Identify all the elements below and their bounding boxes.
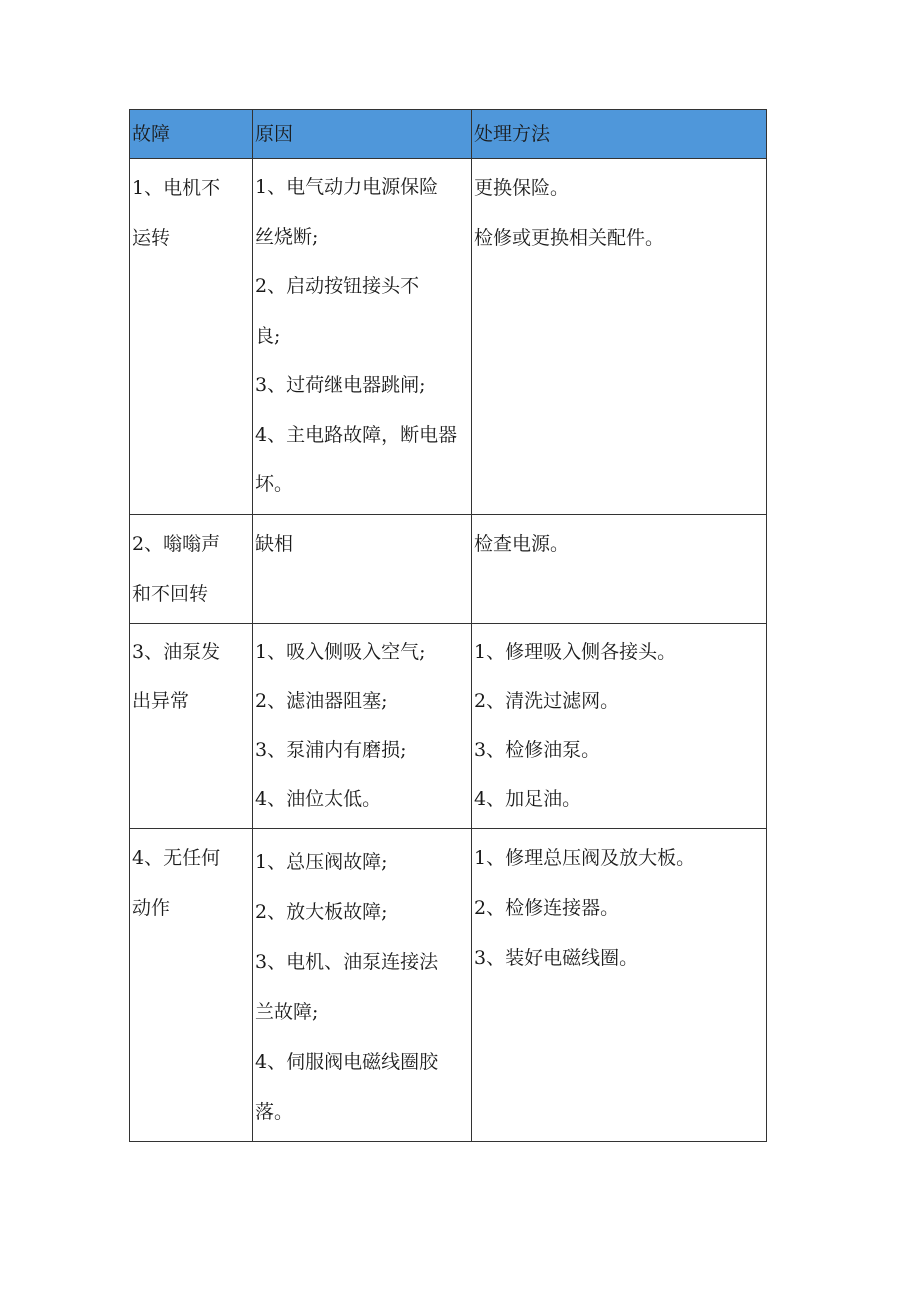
fault-text: 4、无任何 — [132, 846, 221, 869]
remedy-text: 3、检修油泵。 — [474, 738, 601, 761]
cause-cell — [253, 514, 472, 623]
fault-cell — [130, 159, 253, 515]
header-fault: 故障 — [130, 110, 253, 159]
remedy-text: 更换保险。 — [474, 177, 570, 199]
fault-cell — [130, 514, 253, 623]
remedy-text: 检修或更换相关配件。 — [474, 227, 665, 249]
cause-cell — [253, 828, 472, 1141]
cause-text: 3、电机、油泵连接法 — [255, 950, 439, 973]
cause-text: 坏。 — [255, 473, 294, 495]
remedy-text: 1、修理总压阀及放大板。 — [474, 846, 696, 869]
fault-text: 1、电机不 — [132, 177, 221, 199]
header-cause: 原因 — [253, 110, 472, 159]
remedy-cell — [472, 623, 767, 828]
remedy-text: 4、加足油。 — [474, 787, 582, 810]
table-header-row — [130, 110, 767, 159]
cause-text: 1、总压阀故障; — [255, 850, 388, 873]
cause-text: 缺相 — [255, 532, 294, 555]
cause-text: 2、滤油器阻塞; — [255, 689, 388, 712]
fault-text: 动作 — [132, 896, 171, 919]
header-remedy: 处理方法 — [472, 110, 767, 159]
remedy-text: 1、修理吸入侧各接头。 — [474, 640, 677, 663]
fault-text: 和不回转 — [132, 582, 209, 605]
fault-text: 运转 — [132, 227, 171, 249]
cause-text: 2、放大板故障; — [255, 900, 388, 923]
cause-text: 4、油位太低。 — [255, 787, 382, 810]
cause-text: 4、伺服阀电磁线圈胶 — [255, 1050, 439, 1073]
remedy-text: 2、清洗过滤网。 — [474, 689, 620, 712]
remedy-cell — [472, 514, 767, 623]
cause-text: 1、电气动力电源保险 — [255, 176, 439, 198]
remedy-cell — [472, 159, 767, 515]
cause-text: 丝烧断; — [255, 225, 319, 248]
remedy-text: 2、检修连接器。 — [474, 896, 620, 919]
fault-text: 出异常 — [132, 689, 190, 712]
remedy-text: 3、装好电磁线圈。 — [474, 946, 639, 969]
remedy-text: 检查电源。 — [474, 532, 570, 555]
cause-text: 3、泵浦内有磨损; — [255, 738, 407, 761]
fault-text: 2、嗡嗡声 — [132, 532, 221, 555]
table-row — [130, 514, 767, 623]
fault-cell — [130, 828, 253, 1141]
cause-cell — [253, 159, 472, 515]
remedy-cell — [472, 828, 767, 1141]
fault-troubleshooting-table — [129, 109, 767, 1142]
cause-text: 3、过荷继电器跳闸; — [255, 374, 426, 396]
table-row — [130, 623, 767, 828]
table-row — [130, 159, 767, 515]
cause-text: 1、吸入侧吸入空气; — [255, 640, 426, 663]
fault-cell — [130, 623, 253, 828]
cause-text: 落。 — [255, 1100, 294, 1123]
cause-cell — [253, 623, 472, 828]
cause-text: 兰故障; — [255, 1000, 319, 1023]
cause-text: 2、启动按钮接头不 — [255, 275, 420, 297]
cause-text: 良; — [255, 324, 281, 347]
table-row — [130, 828, 767, 1141]
fault-text: 3、油泵发 — [132, 640, 221, 663]
cause-text: 4、主电路故障，断电器 — [255, 423, 458, 446]
